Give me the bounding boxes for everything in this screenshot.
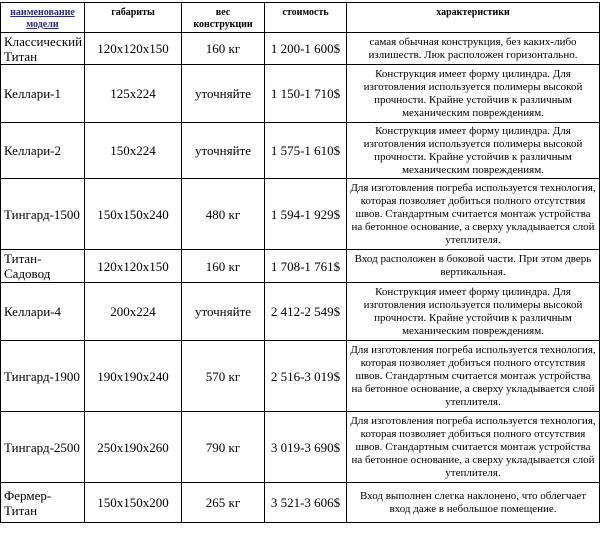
model-price: 1 150-1 710$: [265, 65, 347, 123]
model-price: 1 200-1 600$: [265, 33, 347, 65]
model-name: Келлари-4: [1, 283, 85, 341]
model-dims: 120x120x150: [85, 33, 182, 65]
model-price: 1 594-1 929$: [265, 179, 347, 250]
model-dims: 150x224: [85, 123, 182, 179]
header-desc: характеристики: [347, 3, 600, 33]
model-weight: 480 кг: [182, 179, 265, 250]
model-price: 2 412-2 549$: [265, 283, 347, 341]
model-weight: 790 кг: [182, 412, 265, 483]
model-name: Келлари-1: [1, 65, 85, 123]
model-weight: 265 кг: [182, 483, 265, 523]
model-weight: уточняйте: [182, 123, 265, 179]
table-row: [1, 483, 600, 523]
model-desc: Вход расположен в боковой части. При этом дверь вертикальная.: [347, 250, 600, 283]
model-dims: 190x190x240: [85, 341, 182, 412]
model-name: Фермер-Титан: [1, 483, 85, 523]
model-name: Тингард-1900: [1, 341, 85, 412]
header-price: стоимость: [265, 3, 347, 33]
model-desc: Для изготовления погреба используется технология, которая позволяет добиться полного отсутствия швов. Стандартным считается монтаж устройства на бетонное основание, а сверху укладывается слой утеплителя.: [347, 341, 600, 412]
model-desc: Конструкция имеет форму цилиндра. Для изготовления используется полимеры высокой прочности. Крайне устойчив к различным механическим повреждениям.: [347, 123, 600, 179]
model-name: Титан-Садовод: [1, 250, 85, 283]
model-dims: 150x150x240: [85, 179, 182, 250]
models-table: [0, 2, 600, 523]
model-desc: самая обычная конструкция, без каких-либо излишеств. Люк расположен горизонтально.: [347, 33, 600, 65]
table-row: [1, 123, 600, 179]
table-row: [1, 283, 600, 341]
table-row: [1, 341, 600, 412]
model-dims: 150x150x200: [85, 483, 182, 523]
model-weight: 160 кг: [182, 33, 265, 65]
table-row: [1, 412, 600, 483]
header-name: наименование модели: [1, 3, 85, 33]
table-row: [1, 33, 600, 65]
model-desc: Конструкция имеет форму цилиндра. Для изготовления используется полимеры высокой прочности. Крайне устойчив к различным механическим повреждениям.: [347, 65, 600, 123]
model-dims: 250x190x260: [85, 412, 182, 483]
model-price: 3 521-3 606$: [265, 483, 347, 523]
model-name: Классический Титан: [1, 33, 85, 65]
model-desc: Для изготовления погреба используется технология, которая позволяет добиться полного отсутствия швов. Стандартным считается монтаж устройства на бетонное основание, а сверху укладывается слой утеплителя.: [347, 412, 600, 483]
model-desc: Конструкция имеет форму цилиндра. Для изготовления используется полимеры высокой прочности. Крайне устойчив к различным механическим повреждениям.: [347, 283, 600, 341]
header-row: [1, 3, 600, 33]
table-row: [1, 65, 600, 123]
model-dims: 125x224: [85, 65, 182, 123]
model-dims: 120x120x150: [85, 250, 182, 283]
model-weight: уточняйте: [182, 283, 265, 341]
model-name: Тингард-2500: [1, 412, 85, 483]
model-name: Келлари-2: [1, 123, 85, 179]
model-dims: 200x224: [85, 283, 182, 341]
model-desc: Для изготовления погреба используется технология, которая позволяет добиться полного отсутствия швов. Стандартным считается монтаж устройства на бетонное основание, а сверху укладывается слой утеплителя.: [347, 179, 600, 250]
table-row: [1, 179, 600, 250]
model-weight: 570 кг: [182, 341, 265, 412]
model-desc: Вход выполнен слегка наклонено, что облегчает вход даже в небольшое помещение.: [347, 483, 600, 523]
model-name: Тингард-1500: [1, 179, 85, 250]
model-price: 1 708-1 761$: [265, 250, 347, 283]
header-weight: вес конструкции: [182, 3, 265, 33]
model-weight: уточняйте: [182, 65, 265, 123]
model-weight: 160 кг: [182, 250, 265, 283]
model-price: 2 516-3 019$: [265, 341, 347, 412]
model-price: 3 019-3 690$: [265, 412, 347, 483]
model-price: 1 575-1 610$: [265, 123, 347, 179]
header-dims: габариты: [85, 3, 182, 33]
table-row: [1, 250, 600, 283]
